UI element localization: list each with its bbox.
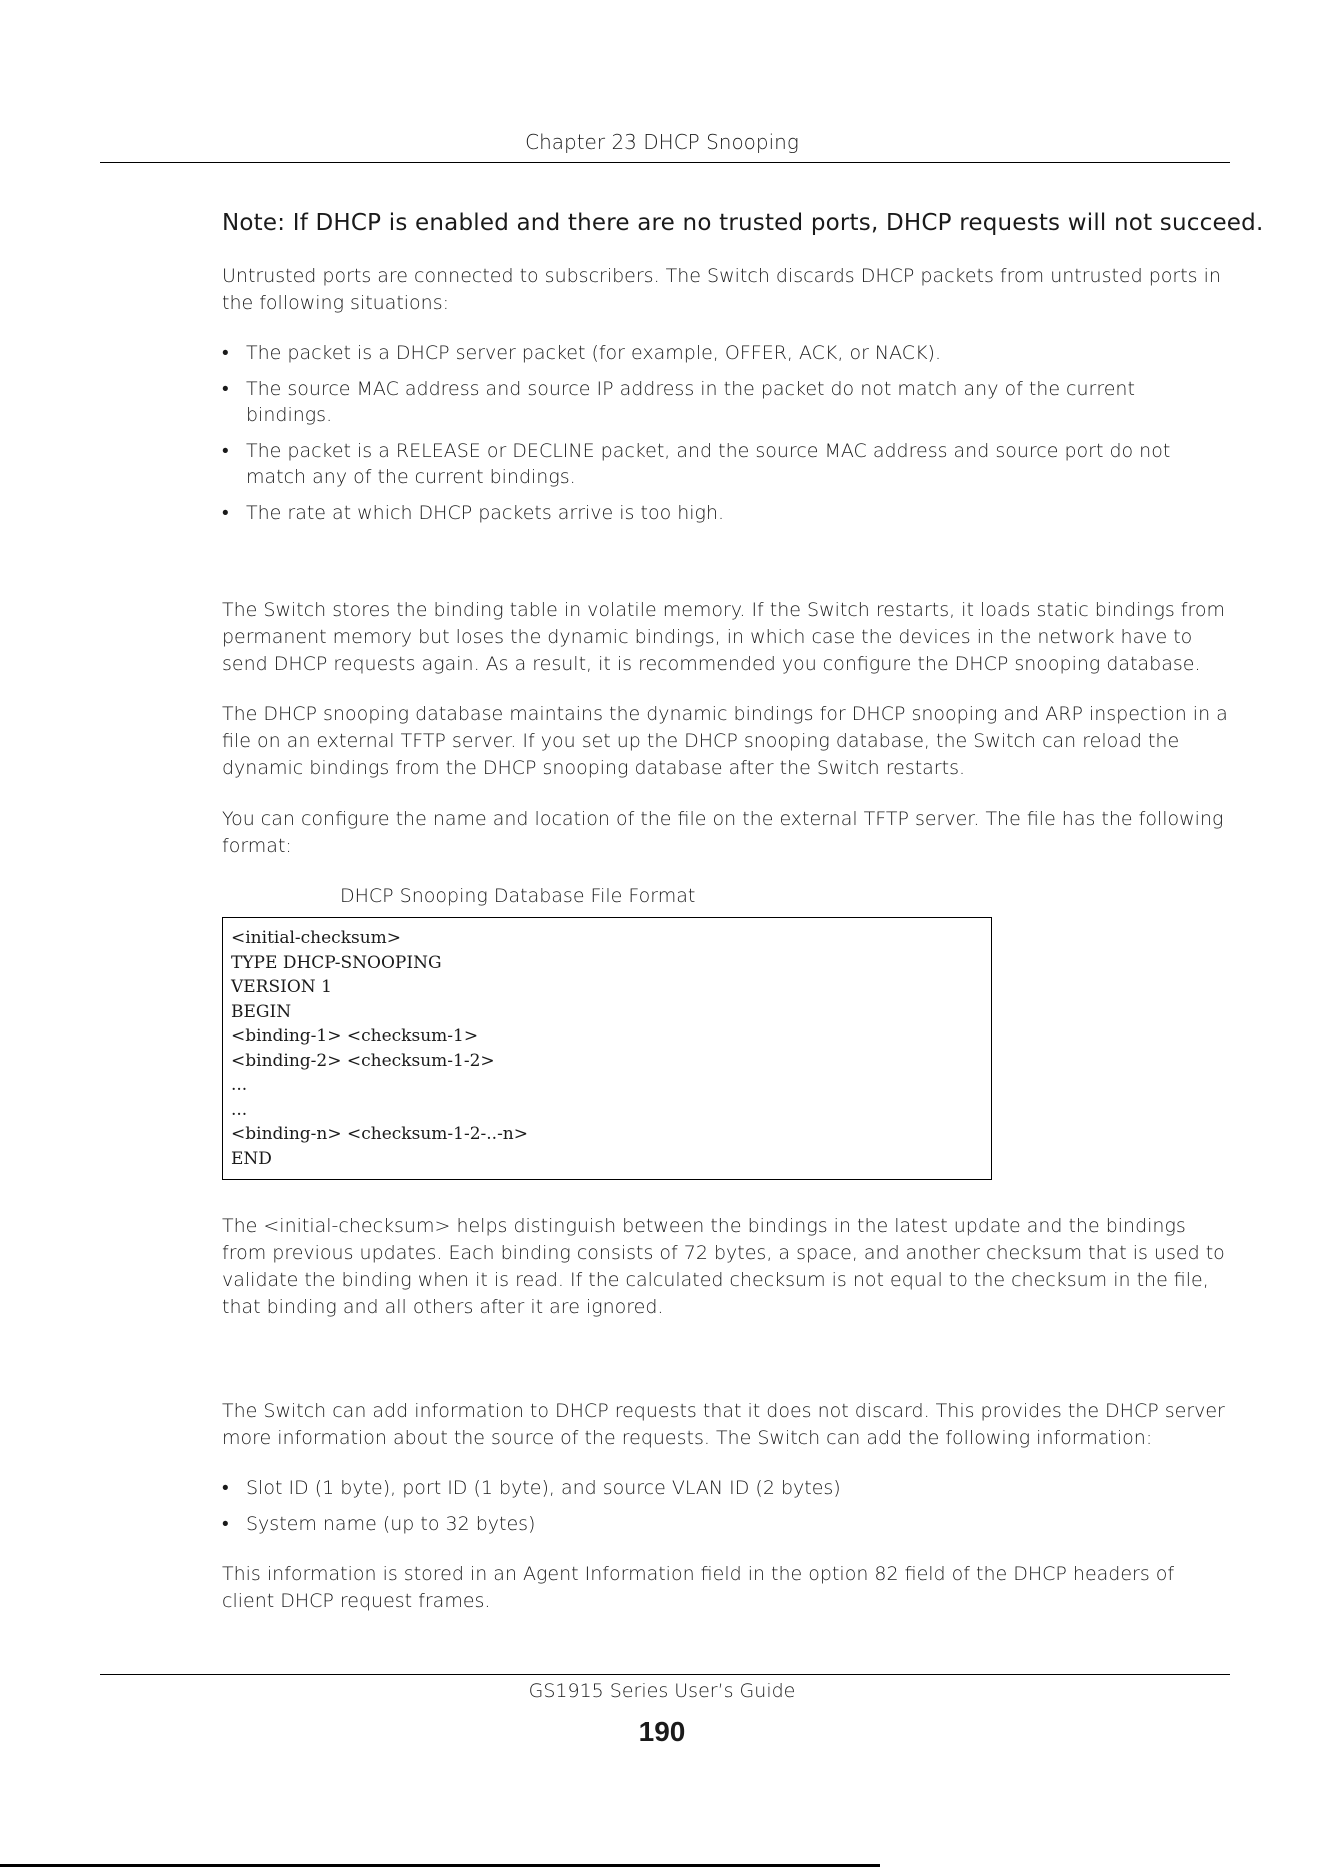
figure-caption: DHCP Snooping Database File Format xyxy=(340,885,696,907)
code-line: <binding-n> <checksum-1-2-..-n> xyxy=(231,1124,529,1144)
list-item: • System name (up to 32 bytes) xyxy=(222,1511,1222,1537)
footer-rule xyxy=(100,1674,1230,1675)
code-line: ... xyxy=(231,1075,248,1095)
code-line: <binding-2> <checksum-1-2> xyxy=(231,1050,495,1071)
file-format-intro-paragraph: You can configure the name and location of the file on the external TFTP server. The file has the following format: xyxy=(222,808,1224,857)
chapter-title: Chapter 23 DHCP Snooping xyxy=(525,130,799,154)
list-item: • The packet is a RELEASE or DECLINE packet, and the source MAC address and source port do not match any of the current bindings. xyxy=(222,438,1222,490)
note-text: Note: If DHCP is enabled and there are no trusted ports, DHCP requests will not succeed. xyxy=(222,210,1264,236)
code-block xyxy=(222,917,992,1180)
option82-info-list xyxy=(222,1475,1222,1547)
untrusted-situations-list xyxy=(222,340,1222,536)
code-line: END xyxy=(231,1148,272,1169)
bottom-edge-strip xyxy=(0,1864,880,1867)
guide-title: GS1915 Series User’s Guide xyxy=(528,1680,796,1702)
code-line: TYPE DHCP-SNOOPING xyxy=(231,952,442,973)
snooping-database-paragraph: The DHCP snooping database maintains the dynamic bindings for DHCP snooping and ARP inspection in a file on an external TFTP server. If you set up the DHCP snooping database, the Switch can reload the dynamic bindings from the DHCP snooping database after the Switch restarts. xyxy=(222,703,1228,779)
code-line: ... xyxy=(231,1099,248,1120)
header-rule xyxy=(100,162,1230,163)
list-item: • The source MAC address and source IP address in the packet do not match any of the current bindings. xyxy=(222,376,1222,428)
option82-closing-paragraph: This information is stored in an Agent Information field in the option 82 field of the DHCP headers of client DHCP request frames. xyxy=(222,1563,1175,1612)
list-item: • The rate at which DHCP packets arrive is too high. xyxy=(222,500,1222,526)
code-line: VERSION 1 xyxy=(231,977,332,997)
checksum-paragraph: The <initial-checksum> helps distinguish between the bindings in the latest update and the bindings from previous updates. Each binding consists of 72 bytes, a space, and another checksum that is used to validate the binding when it is read. If the calculated checksum is not equal to the checksum in the file, that binding and all others after it are ignored. xyxy=(222,1215,1225,1318)
page-number: 190 xyxy=(638,1716,686,1747)
untrusted-intro-paragraph: Untrusted ports are connected to subscribers. The Switch discards DHCP packets from untrusted ports in the following situations: xyxy=(222,265,1221,314)
binding-table-paragraph: The Switch stores the binding table in volatile memory. If the Switch restarts, it loads static bindings from permanent memory but loses the dynamic bindings, in which case the devices in the network have to send DHCP requests again. As a result, it is recommended you configure the DHCP snooping database. xyxy=(222,599,1226,675)
code-line: <initial-checksum> xyxy=(231,928,402,948)
code-line: BEGIN xyxy=(231,1001,292,1022)
list-item: • Slot ID (1 byte), port ID (1 byte), and source VLAN ID (2 bytes) xyxy=(222,1475,1222,1501)
option82-intro-paragraph: The Switch can add information to DHCP requests that it does not discard. This provides the DHCP server more information about the source of the requests. The Switch can add the following information: xyxy=(222,1400,1225,1449)
list-item: • The packet is a DHCP server packet (for example, OFFER, ACK, or NACK). xyxy=(222,340,1222,366)
code-line: <binding-1> <checksum-1> xyxy=(231,1026,479,1046)
